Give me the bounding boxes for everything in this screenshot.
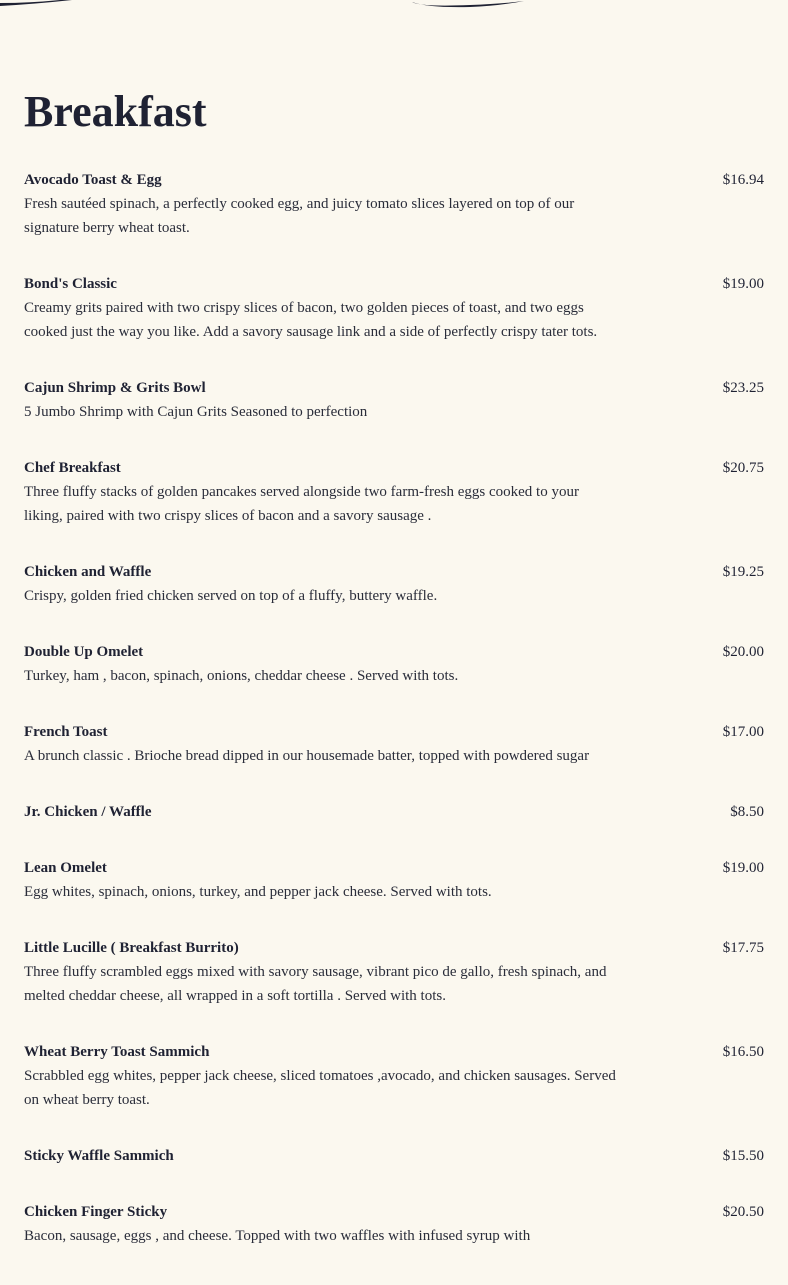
menu-item-description: Bacon, sausage, eggs , and cheese. Topped with two waffles with infused syrup with [24, 1228, 531, 1244]
menu-item[interactable] [24, 856, 764, 936]
menu-item-price: $17.75 [722, 940, 764, 956]
menu-item-description: Creamy grits paired with two crispy slices of bacon, two golden pieces of toast, and two eggs cooked just the way you like. Add a savory sausage link and a side of perfectly crispy tater tots. [24, 300, 598, 340]
menu-item-price: $20.75 [722, 460, 764, 476]
menu-item-description: A brunch classic . Brioche bread dipped in our housemade batter, topped with powdered sugar [24, 748, 590, 764]
menu-item[interactable] [24, 640, 764, 720]
menu-item-name: Chef Breakfast [24, 460, 121, 476]
menu-item-name: Chicken Finger Sticky [24, 1204, 168, 1220]
menu-item[interactable] [24, 936, 764, 1040]
menu-item[interactable] [24, 800, 764, 856]
menu-item-name: Bond's Classic [24, 276, 117, 292]
menu-item-price: $16.94 [722, 172, 764, 188]
menu-item-name: Lean Omelet [24, 860, 107, 876]
menu-item-name: Wheat Berry Toast Sammich [24, 1044, 210, 1060]
menu-item-price: $20.50 [722, 1204, 764, 1220]
menu-item[interactable] [24, 1144, 764, 1200]
menu-item-name: Cajun Shrimp & Grits Bowl [24, 380, 206, 396]
menu-item-name: Jr. Chicken / Waffle [24, 804, 152, 820]
menu-item-name: Double Up Omelet [24, 644, 144, 660]
menu-item-description: 5 Jumbo Shrimp with Cajun Grits Seasoned to perfection [24, 404, 368, 420]
menu-item-description: Fresh sautéed spinach, a perfectly cooked egg, and juicy tomato slices layered on top of our signature berry wheat toast. [24, 196, 575, 236]
menu-item[interactable] [24, 720, 764, 800]
decorative-brush-strokes [0, 0, 788, 12]
menu-item[interactable] [24, 168, 764, 272]
menu-item-description: Three fluffy scrambled eggs mixed with savory sausage, vibrant pico de gallo, fresh spinach, and melted cheddar cheese, all wrapped in a soft tortilla . Served with tots. [24, 964, 607, 1004]
menu-item-price: $16.50 [722, 1044, 764, 1060]
menu-item-name: French Toast [24, 724, 108, 740]
menu-item-price: $8.50 [730, 804, 764, 820]
menu-item-price: $15.50 [722, 1148, 764, 1164]
menu-item-description: Scrabbled egg whites, pepper jack cheese, sliced tomatoes ,avocado, and chicken sausages. Served on wheat berry toast. [24, 1068, 616, 1108]
menu-item-price: $23.25 [722, 380, 764, 396]
menu-item-name: Chicken and Waffle [24, 564, 152, 580]
menu-item-price: $17.00 [722, 724, 764, 740]
menu-item[interactable] [24, 376, 764, 456]
menu-item[interactable] [24, 1200, 764, 1280]
menu-item-name: Avocado Toast & Egg [24, 172, 162, 188]
menu-item[interactable] [24, 1040, 764, 1144]
menu-item[interactable] [24, 456, 764, 560]
menu-item[interactable] [24, 272, 764, 376]
menu-item-name: Little Lucille ( Breakfast Burrito) [24, 940, 239, 956]
page-title: Breakfast [24, 87, 207, 136]
menu-item-price: $19.25 [722, 564, 764, 580]
menu-item-list [24, 168, 764, 1280]
menu-item-price: $19.00 [722, 276, 764, 292]
menu-item-description: Turkey, ham , bacon, spinach, onions, cheddar cheese . Served with tots. [24, 668, 459, 684]
menu-item[interactable] [24, 560, 764, 640]
menu-item-price: $19.00 [722, 860, 764, 876]
menu-item-description: Crispy, golden fried chicken served on top of a fluffy, buttery waffle. [24, 588, 438, 604]
menu-item-description: Egg whites, spinach, onions, turkey, and pepper jack cheese. Served with tots. [24, 884, 492, 900]
menu-item-name: Sticky Waffle Sammich [24, 1148, 174, 1164]
menu-item-price: $20.00 [722, 644, 764, 660]
menu-item-description: Three fluffy stacks of golden pancakes served alongside two farm-fresh eggs cooked to your liking, paired with two crispy slices of bacon and a savory sausage . [24, 484, 579, 524]
